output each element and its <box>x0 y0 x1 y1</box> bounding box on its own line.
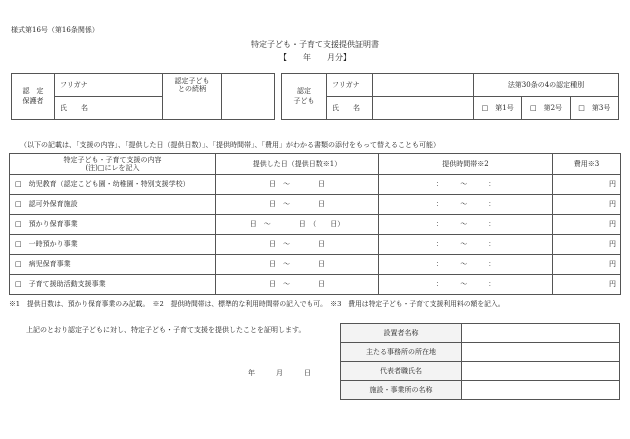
footnote: ※1 提供日数は、預かり保育事業のみ記載。 ※2 提供時間帯は、標準的な利用時間帯の記入でも可。 ※3 費用は特定子ども・子育て支援利用料の額を記入。 <box>9 300 505 308</box>
child-furigana-field[interactable] <box>373 74 474 97</box>
name-label: 氏 名 <box>55 97 103 120</box>
guardian-label: 認 定 保護者 <box>12 74 55 120</box>
row-days[interactable]: 日 ～ 日 （ 日） <box>216 215 379 235</box>
form-number: 様式第16号（第16条関係） <box>11 26 99 34</box>
header-content: 特定子ども・子育て支援の内容 (注)□にレを記入 <box>10 154 216 175</box>
page-title: 特定子ども・子育て支援提供証明書 <box>251 40 379 49</box>
attachment-note: （以下の記載は、「支援の内容」、「提供した日（提供日数）」、「提供時間帯」、「費用」がわかる書類の添付をもって替えることも可能） <box>20 141 440 149</box>
row-content[interactable]: □ 一時預かり事業 <box>10 235 216 255</box>
table-row <box>10 235 621 255</box>
provider-label: 設置者名称 <box>341 324 462 343</box>
row-fee[interactable]: 円 <box>553 275 621 295</box>
period-label: 【 年 月分】 <box>279 53 351 62</box>
relation-field[interactable] <box>222 74 275 120</box>
provider-field[interactable] <box>462 324 620 343</box>
certify-text: 上記のとおり認定子どもに対し、特定子ども・子育て支援を提供したことを証明します。 <box>26 326 306 334</box>
row-days[interactable]: 日 ～ 日 <box>216 195 379 215</box>
child-name-field[interactable] <box>373 97 474 120</box>
row-days[interactable]: 日 ～ 日 <box>216 235 379 255</box>
provider-field[interactable] <box>462 343 620 362</box>
child-table <box>281 73 619 120</box>
row-days[interactable]: 日 ～ 日 <box>216 175 379 195</box>
row-fee[interactable]: 円 <box>553 215 621 235</box>
type-1-checkbox[interactable]: □ 第1号 <box>474 97 522 120</box>
row-fee[interactable]: 円 <box>553 255 621 275</box>
child-name-label: 氏 名 <box>327 97 373 120</box>
header-fee: 費用※3 <box>553 154 621 175</box>
row-fee[interactable]: 円 <box>553 195 621 215</box>
furigana-label: フリガナ <box>55 74 103 97</box>
row-content[interactable]: □ 子育て援助活動支援事業 <box>10 275 216 295</box>
row-time[interactable]: ： ～ ： <box>379 255 553 275</box>
table-row <box>10 255 621 275</box>
type-3-checkbox[interactable]: □ 第3号 <box>570 97 618 120</box>
child-furigana-label: フリガナ <box>327 74 373 97</box>
table-row <box>10 175 621 195</box>
row-time[interactable]: ： ～ ： <box>379 235 553 255</box>
provider-field[interactable] <box>462 362 620 381</box>
child-label: 認定 子ども <box>282 74 327 120</box>
date-line: 年 月 日 <box>248 369 311 377</box>
row-time[interactable]: ： ～ ： <box>379 175 553 195</box>
type-header: 法第30条の4の認定種別 <box>474 74 619 97</box>
provider-label: 主たる事務所の所在地 <box>341 343 462 362</box>
row-time[interactable]: ： ～ ： <box>379 275 553 295</box>
row-days[interactable]: 日 ～ 日 <box>216 275 379 295</box>
header-days: 提供した日（提供日数※1） <box>216 154 379 175</box>
table-row <box>10 275 621 295</box>
row-days[interactable]: 日 ～ 日 <box>216 255 379 275</box>
guardian-furigana-field[interactable] <box>102 74 163 97</box>
row-fee[interactable]: 円 <box>553 235 621 255</box>
header-time: 提供時間帯※2 <box>379 154 553 175</box>
provider-table <box>340 323 620 400</box>
guardian-name-field[interactable] <box>102 97 163 120</box>
table-row <box>10 195 621 215</box>
type-2-checkbox[interactable]: □ 第2号 <box>522 97 570 120</box>
provider-label: 施設・事業所の名称 <box>341 381 462 400</box>
row-content[interactable]: □ 認可外保育施設 <box>10 195 216 215</box>
row-time[interactable]: ： ～ ： <box>379 215 553 235</box>
row-time[interactable]: ： ～ ： <box>379 195 553 215</box>
row-content[interactable]: □ 幼児教育（認定こども園・幼稚園・特別支援学校） <box>10 175 216 195</box>
provider-label: 代表者職氏名 <box>341 362 462 381</box>
relation-label: 認定子ども との続柄 <box>163 74 222 120</box>
table-row <box>10 215 621 235</box>
provider-field[interactable] <box>462 381 620 400</box>
row-content[interactable]: □ 預かり保育事業 <box>10 215 216 235</box>
row-content[interactable]: □ 病児保育事業 <box>10 255 216 275</box>
service-table <box>9 153 621 295</box>
row-fee[interactable]: 円 <box>553 175 621 195</box>
guardian-table <box>11 73 275 120</box>
